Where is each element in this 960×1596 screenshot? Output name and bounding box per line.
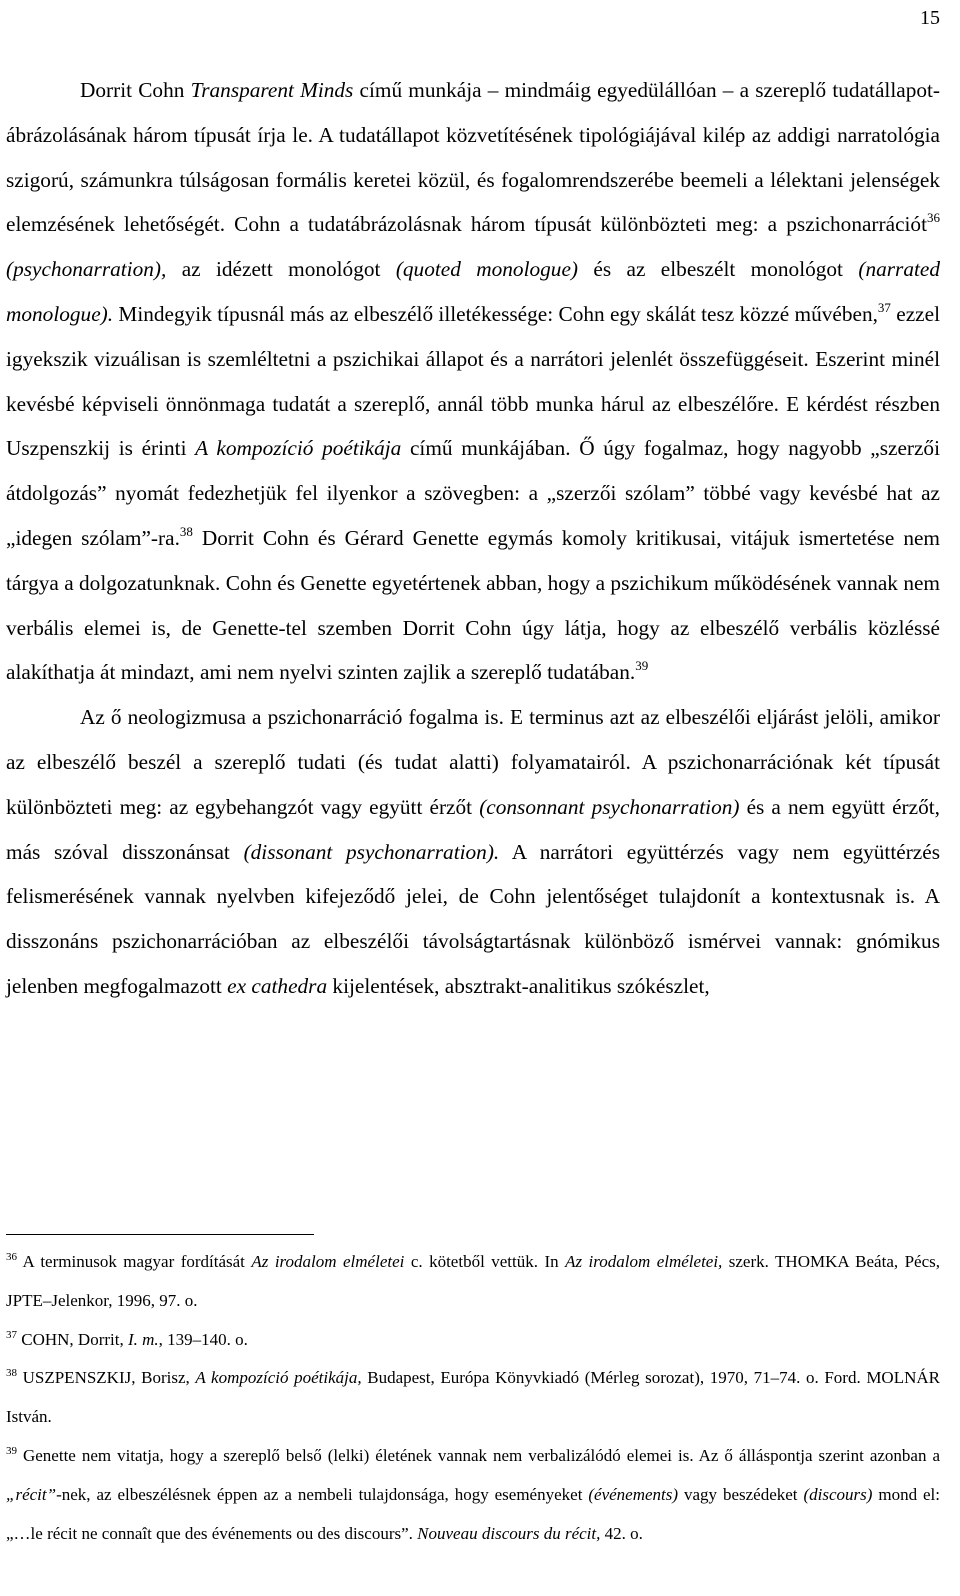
text: Dorrit Cohn xyxy=(80,78,191,102)
text: című munkájában. Ő úgy fogalmaz, hogy nagyobb „szerzői átdolgozás” nyomát fedezhetjük fel ilyenkor a szövegben: a „szerzői szólam” többé vagy kevésbé hat az „idegen szólam”-ra. xyxy=(6,436,941,550)
text: és az elbeszélt monológot xyxy=(578,257,859,282)
italic-term: „récit” xyxy=(6,1484,57,1504)
footnotes xyxy=(6,1243,940,1553)
italic-title: Az irodalom elméletei xyxy=(251,1252,405,1271)
text: -nek, az elbeszélésnek éppen az a nembeli tulajdonsága, hogy eseményeket xyxy=(56,1484,589,1504)
text: COHN, Dorrit, xyxy=(17,1329,128,1349)
text: és a nem együtt érzőt, más szóval disszonánsat xyxy=(6,794,940,864)
italic-term: (dissonant psychonarration). xyxy=(243,839,500,864)
italic-term: (quoted monologue) xyxy=(395,257,578,282)
italic-term: (consonnant psychonarration) xyxy=(479,794,740,819)
italic-term: (psychonarration), xyxy=(6,257,167,282)
italic-text: I. m. xyxy=(127,1329,159,1349)
text: Dorrit Cohn és Gérard Genette egymás komoly kritikusai, vitájuk ismertetése nem tárgya a dolgozatunknak. Cohn és Genette egyetértenek abban, hogy a pszichikum működésének vannak nem verbális elemei is, de Genette-tel szemben Dorrit Cohn úgy látja, hogy az elbeszélő verbális közléssé alakíthatja át mindazt, ami nem nyelvi szinten zajlik a szereplő tudatában. xyxy=(6,525,940,685)
footnote-number: 38 xyxy=(6,1367,17,1380)
italic-title: A kompozíció poétikája, xyxy=(195,1368,362,1388)
footnote-number: 36 xyxy=(6,1251,17,1263)
text: szerk. THOMKA Beáta, Pécs, JPTE–Jelenkor, 1996, 97. o. xyxy=(6,1252,940,1310)
text: A narrátori együttérzés vagy nem együttérzés felismerésének vannak nyelvben kifejeződő jelei, de Cohn jelentőséget tulajdonít a kontextusnak is. A disszonáns pszichonarrációban az elbeszélői távolságtartásnak különböző ismérvei vannak: gnómikus jelenben megfogalmazott xyxy=(6,839,940,998)
text: Az ő neologizmusa a pszichonarráció fogalma is. E terminus azt az elbeszélői eljárást jelöli, amikor az elbeszélő beszél a szereplő tudati (és tudat alatti) folyamatairól. A pszichonarrációnak két típusát különbözteti meg: az egybehangzót vagy együtt érzőt xyxy=(6,705,940,819)
text: Mindegyik típusnál más az elbeszélő illetékessége: Cohn egy skálát tesz közzé művében, xyxy=(113,301,878,326)
text: c. kötetből vettük. In xyxy=(404,1252,566,1271)
text: USZPENSZKIJ, Borisz, xyxy=(17,1368,196,1388)
text: Budapest, Európa Könyvkiadó (Mérleg sorozat), 1970, 71–74. o. Ford. MOLNÁR István. xyxy=(6,1368,940,1427)
body-text xyxy=(6,68,940,1009)
text: című munkája – mindmáig egyedülállóan – a szereplő tudatállapot-ábrázolásának három típusát írja le. A tudatállapot közvetítésének tipológiájával kilép az addigi narratológia szigorú, számunkra túlságosan formális keretei közül, és fogalomrendszerébe beemeli a lélektani jelenségek elemzésének lehetőségét. Cohn a tudatábrázolásnak három típusát különbözteti meg: a pszichonarrációt xyxy=(6,78,940,237)
footnote-ref[interactable]: 37 xyxy=(877,299,891,315)
text: ezzel igyekszik vizuálisan is szemléltetni a pszichikai állapot és a narrátori jelenlét összefüggéseit. Eszerint minél kevésbé képviseli önnönmaga tudatát a szereplő, annál több munka hárul az elbeszélőre. E kérdést részben Uszpenszkij is érinti xyxy=(6,301,940,461)
italic-title: A kompozíció poétikája xyxy=(195,436,402,461)
page-number: 15 xyxy=(920,7,940,29)
italic-term: (événements) xyxy=(588,1484,679,1504)
footnote-number: 39 xyxy=(6,1444,17,1457)
footnote-36 xyxy=(6,1243,940,1321)
text: az idézett monológot xyxy=(166,257,396,282)
paragraph xyxy=(6,695,940,1009)
text: Genette nem vitatja, hogy a szereplő belső (lelki) életének vannak nem verbalizálódó elemei is. Az ő álláspontja szerint azonban a xyxy=(17,1445,940,1465)
italic-term: ex cathedra xyxy=(227,973,328,998)
text: A terminusok magyar fordítását xyxy=(17,1252,252,1271)
footnote-number: 37 xyxy=(6,1328,17,1341)
text: mond el: „…le récit ne connaît que des événements ou des discours”. xyxy=(6,1484,940,1543)
paragraph xyxy=(6,68,940,695)
italic-title: Az irodalom elméletei, xyxy=(565,1252,723,1271)
text: vagy beszédeket xyxy=(678,1484,804,1504)
italic-term: (narrated monologue). xyxy=(6,257,940,326)
text: kijelentések, absztrakt-analitikus szókészlet, xyxy=(327,973,710,998)
italic-term: (discours) xyxy=(803,1484,873,1504)
footnote-ref[interactable]: 36 xyxy=(927,210,940,226)
footnote-ref[interactable]: 39 xyxy=(635,658,649,674)
footnote-38 xyxy=(6,1359,940,1437)
text: 42. o. xyxy=(600,1523,643,1543)
footnote-39 xyxy=(6,1437,940,1553)
italic-title: Transparent Minds xyxy=(190,78,354,102)
text: , 139–140. o. xyxy=(158,1329,248,1349)
footnote-separator xyxy=(6,1234,314,1235)
footnote-ref[interactable]: 38 xyxy=(179,523,193,539)
italic-title: Nouveau discours du récit, xyxy=(417,1523,601,1543)
footnote-37 xyxy=(6,1321,940,1360)
